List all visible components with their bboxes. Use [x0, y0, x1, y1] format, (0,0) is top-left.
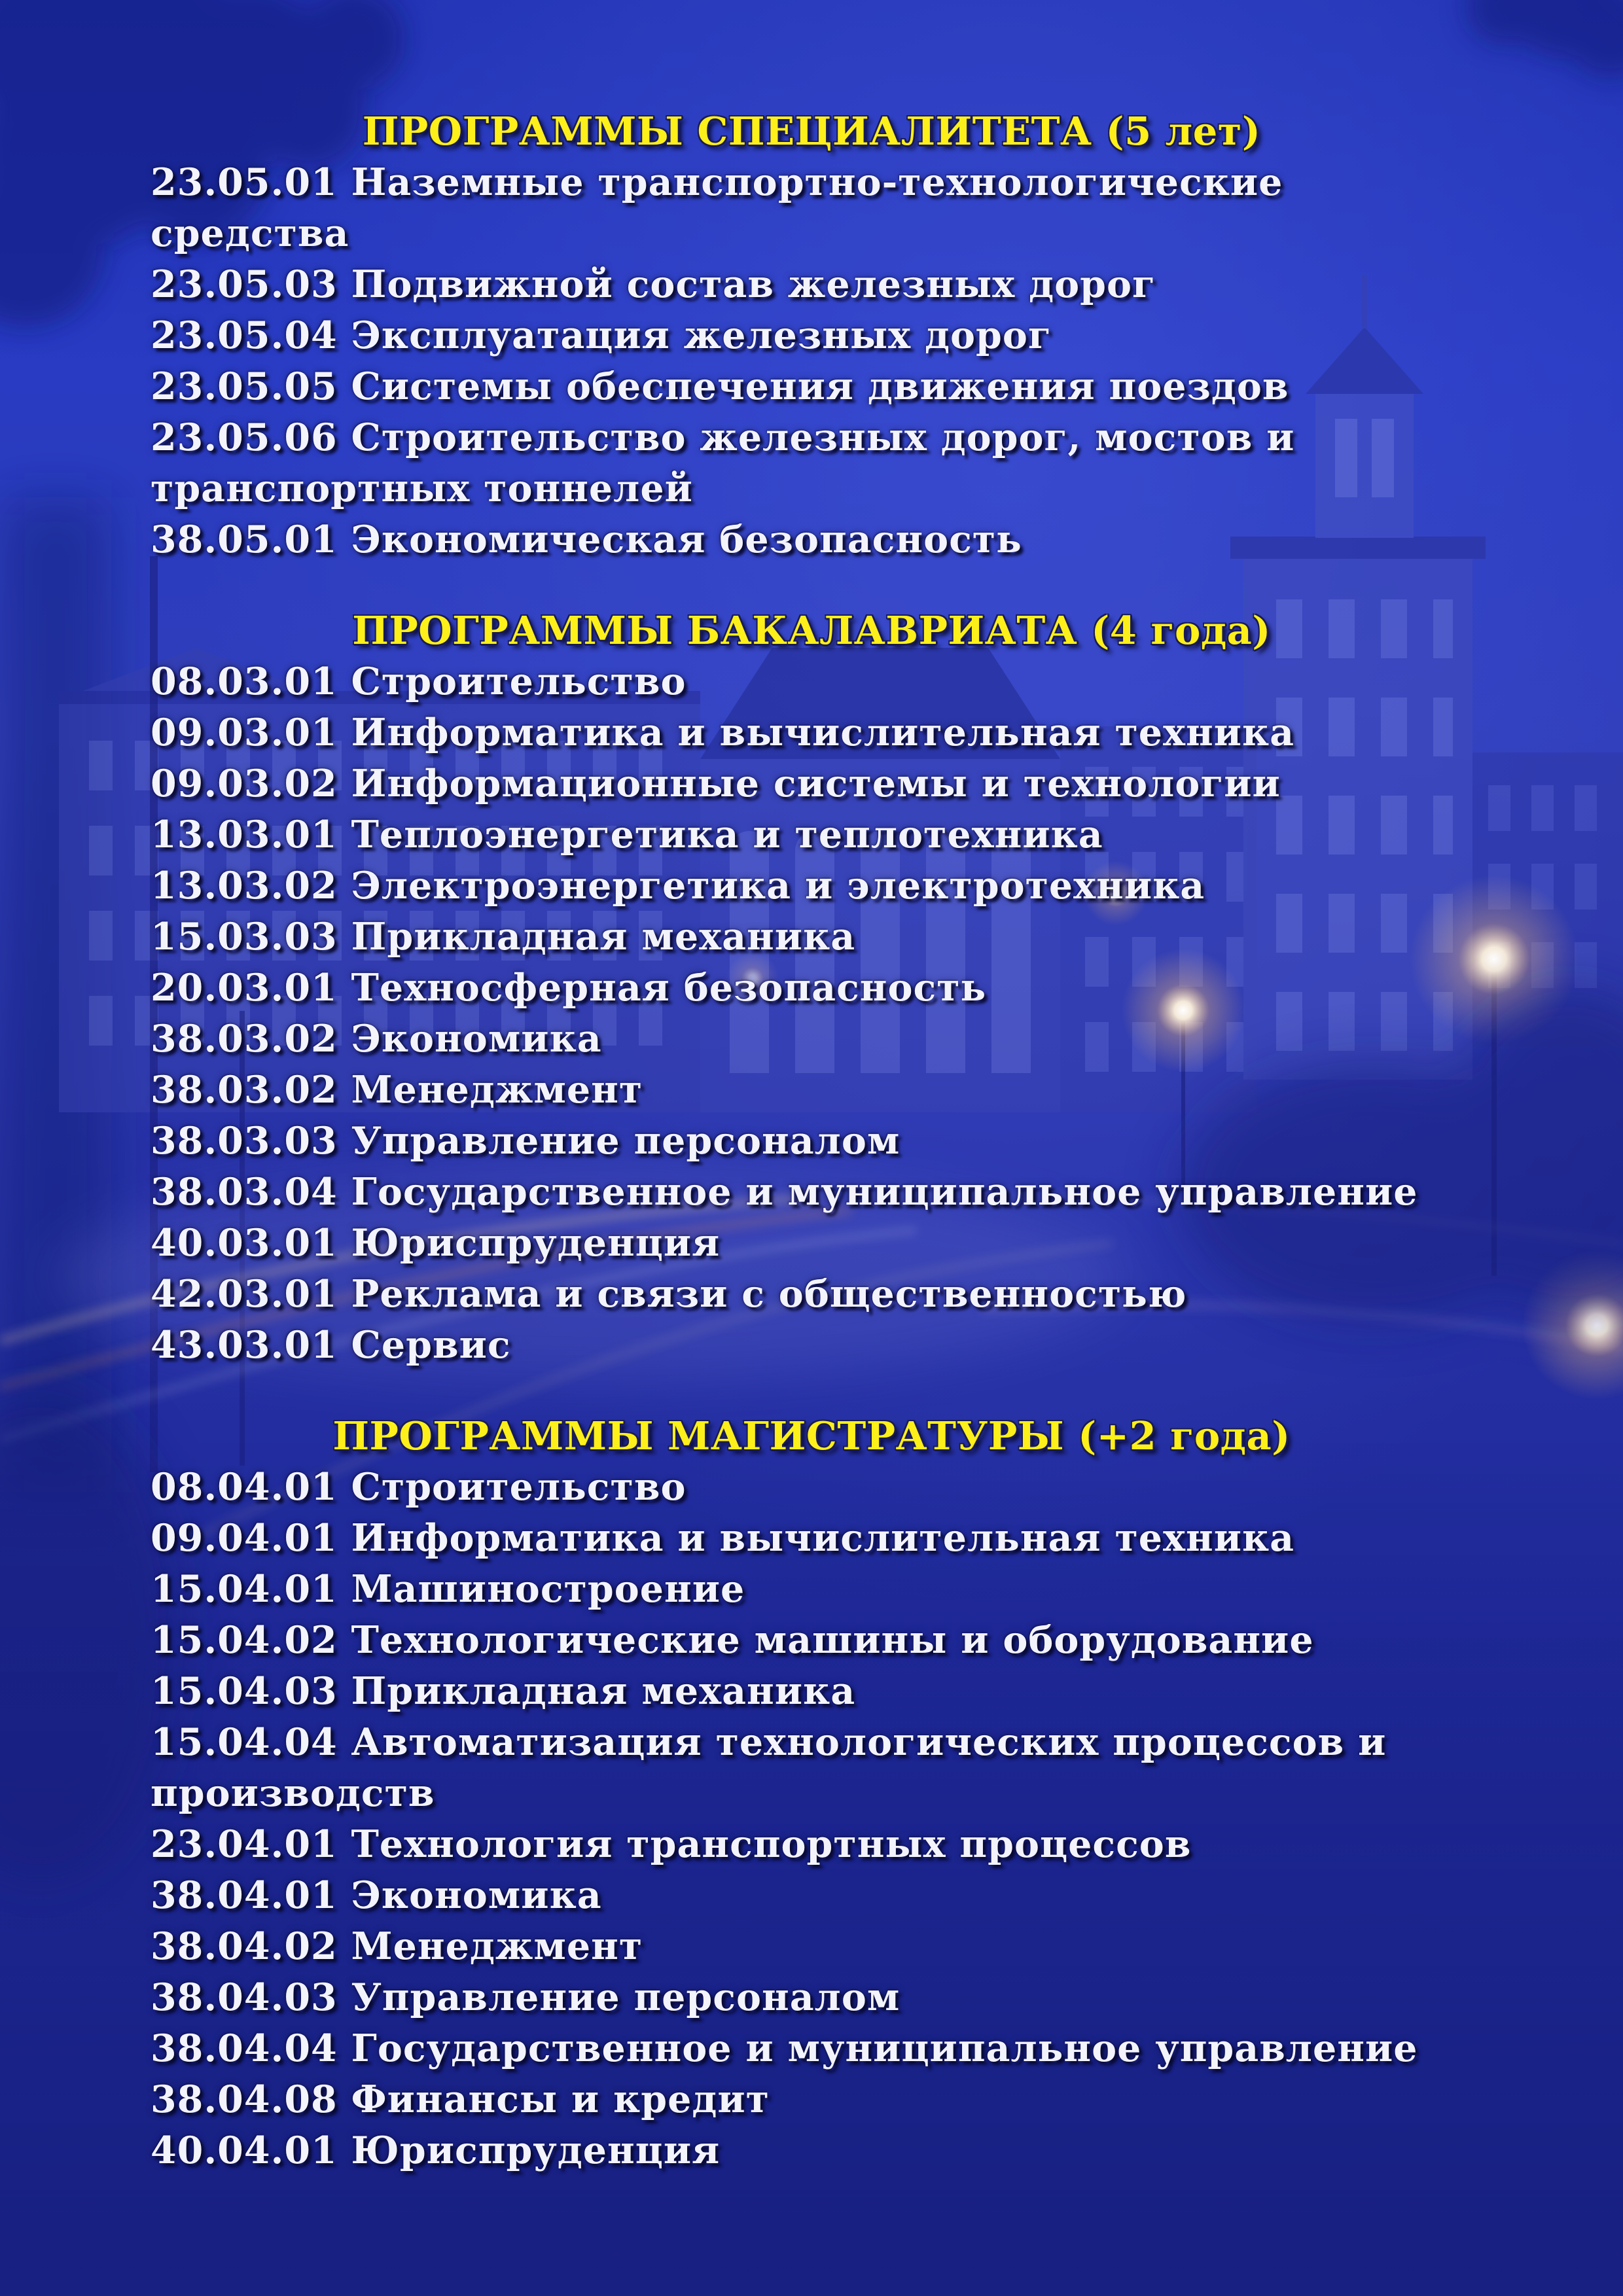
- section-specialist-programs: [0, 106, 1623, 565]
- section-heading: ПРОГРАММЫ МАГИСТРАТУРЫ (+2 года): [332, 1413, 1291, 1458]
- program-item: [151, 1513, 1623, 1564]
- program-name: Строительство: [351, 1465, 687, 1509]
- program-code: 38.04.02: [151, 1924, 338, 1968]
- program-item: [151, 1167, 1623, 1218]
- program-item: [151, 157, 1623, 259]
- program-code: 38.04.01: [151, 1873, 338, 1917]
- program-name: Эксплуатация железных дорог: [351, 313, 1052, 357]
- program-code: 15.04.04: [151, 1720, 338, 1764]
- program-name: Электроэнергетика и электротехника: [351, 864, 1205, 908]
- program-name: Подвижной состав железных дорог: [351, 262, 1156, 306]
- program-code: 38.03.04: [151, 1170, 338, 1214]
- program-item: [151, 860, 1623, 911]
- program-name: Прикладная механика: [351, 1669, 856, 1713]
- program-item: [151, 412, 1623, 514]
- program-code: 23.05.05: [151, 364, 338, 408]
- program-code: 43.03.01: [151, 1323, 338, 1367]
- program-code: 40.03.01: [151, 1221, 338, 1265]
- program-name: Менеджмент: [351, 1068, 643, 1112]
- program-code: 08.04.01: [151, 1465, 338, 1509]
- program-name: Управление персоналом: [351, 1975, 901, 2019]
- program-item: [151, 1819, 1623, 1870]
- program-code: 38.05.01: [151, 518, 338, 561]
- program-code: 38.04.03: [151, 1975, 338, 2019]
- program-item: [151, 1014, 1623, 1065]
- program-item: [151, 1870, 1623, 1921]
- program-code: 23.05.01: [151, 160, 338, 204]
- program-list: [0, 1462, 1623, 2176]
- program-code: 38.03.02: [151, 1017, 338, 1061]
- program-name: Строительство: [351, 660, 687, 703]
- program-name: Юриспруденция: [351, 2128, 721, 2172]
- program-list: [0, 157, 1623, 565]
- program-name: Системы обеспечения движения поездов: [351, 364, 1289, 408]
- program-item: [151, 310, 1623, 361]
- program-name: Технология транспортных процессов: [351, 1822, 1192, 1866]
- program-name-continued: средства: [151, 211, 349, 255]
- program-name: Государственное и муниципальное управление: [351, 2026, 1418, 2070]
- program-name: Автоматизация технологических процессов и: [351, 1720, 1387, 1764]
- section-master-programs: [0, 1411, 1623, 2176]
- program-item: [151, 1615, 1623, 1666]
- program-item: [151, 1921, 1623, 1972]
- program-item: [151, 656, 1623, 707]
- program-name: Экономика: [351, 1873, 602, 1917]
- program-item: [151, 1972, 1623, 2023]
- program-item: [151, 1116, 1623, 1167]
- program-item: [151, 963, 1623, 1014]
- program-code: 15.03.03: [151, 915, 338, 959]
- program-item: [151, 2074, 1623, 2125]
- program-code: 38.03.02: [151, 1068, 338, 1112]
- program-name: Наземные транспортно-технологические: [351, 160, 1283, 204]
- program-item: [151, 514, 1623, 565]
- program-name: Машиностроение: [351, 1567, 745, 1611]
- program-item: [151, 809, 1623, 860]
- program-code: 42.03.01: [151, 1272, 338, 1316]
- program-name-continued: транспортных тоннелей: [151, 467, 693, 510]
- program-name: Сервис: [351, 1323, 511, 1367]
- program-name: Информационные системы и технологии: [351, 762, 1281, 805]
- program-name: Государственное и муниципальное управление: [351, 1170, 1418, 1214]
- program-name: Технологические машины и оборудование: [351, 1618, 1314, 1662]
- program-name-continued: производств: [151, 1771, 435, 1815]
- program-name: Прикладная механика: [351, 915, 856, 959]
- program-name: Теплоэнергетика и теплотехника: [351, 813, 1103, 857]
- program-name: Информатика и вычислительная техника: [351, 1516, 1295, 1560]
- program-item: [151, 911, 1623, 963]
- program-item: [151, 1564, 1623, 1615]
- program-item: [151, 1462, 1623, 1513]
- program-item: [151, 2023, 1623, 2074]
- program-list: [0, 656, 1623, 1371]
- section-heading: ПРОГРАММЫ СПЕЦИАЛИТЕТА (5 лет): [362, 109, 1261, 154]
- program-name: Строительство железных дорог, мостов и: [351, 415, 1295, 459]
- program-code: 09.03.02: [151, 762, 338, 805]
- programs-content: [0, 106, 1623, 2176]
- program-name: Реклама и связи с общественностью: [351, 1272, 1187, 1316]
- program-code: 23.04.01: [151, 1822, 338, 1866]
- program-item: [151, 1065, 1623, 1116]
- program-code: 15.04.02: [151, 1618, 338, 1662]
- program-item: [151, 361, 1623, 412]
- program-code: 15.04.03: [151, 1669, 338, 1713]
- program-item: [151, 758, 1623, 809]
- program-name: Экономическая безопасность: [351, 518, 1022, 561]
- program-name: Управление персоналом: [351, 1119, 901, 1163]
- program-item: [151, 2125, 1623, 2176]
- program-code: 23.05.04: [151, 313, 338, 357]
- program-code: 38.04.08: [151, 2077, 338, 2121]
- program-name: Техносферная безопасность: [351, 966, 987, 1010]
- program-item: [151, 1666, 1623, 1717]
- program-item: [151, 259, 1623, 310]
- program-item: [151, 1218, 1623, 1269]
- program-code: 40.04.01: [151, 2128, 338, 2172]
- program-code: 23.05.06: [151, 415, 338, 459]
- program-code: 15.04.01: [151, 1567, 338, 1611]
- program-code: 13.03.02: [151, 864, 338, 908]
- program-code: 23.05.03: [151, 262, 338, 306]
- program-item: [151, 1269, 1623, 1320]
- program-name: Финансы и кредит: [351, 2077, 770, 2121]
- program-code: 38.03.03: [151, 1119, 338, 1163]
- program-name: Экономика: [351, 1017, 602, 1061]
- program-code: 20.03.01: [151, 966, 338, 1010]
- program-item: [151, 707, 1623, 758]
- program-code: 38.04.04: [151, 2026, 338, 2070]
- section-bachelor-programs: [0, 605, 1623, 1371]
- program-code: 08.03.01: [151, 660, 338, 703]
- section-heading: ПРОГРАММЫ БАКАЛАВРИАТА (4 года): [352, 608, 1271, 653]
- program-code: 09.03.01: [151, 711, 338, 754]
- program-name: Юриспруденция: [351, 1221, 721, 1265]
- program-code: 13.03.01: [151, 813, 338, 857]
- program-code: 09.04.01: [151, 1516, 338, 1560]
- program-name: Информатика и вычислительная техника: [351, 711, 1295, 754]
- program-item: [151, 1717, 1623, 1819]
- program-name: Менеджмент: [351, 1924, 643, 1968]
- program-item: [151, 1320, 1623, 1371]
